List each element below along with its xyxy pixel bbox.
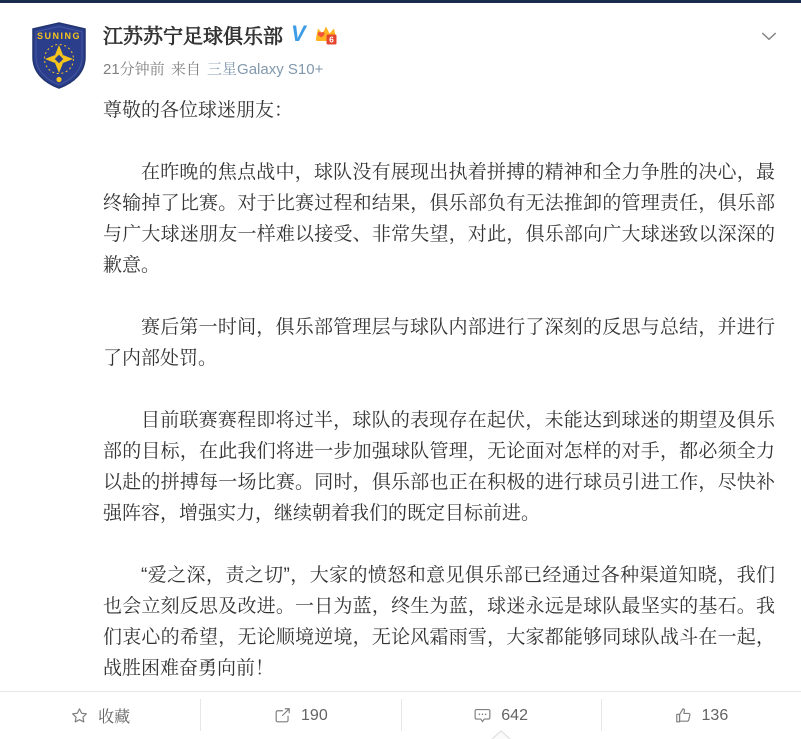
post-paragraph: 赛后第一时间，俱乐部管理层与球队内部进行了深刻的反思与总结，并进行了内部处罚。	[103, 317, 775, 369]
chevron-down-icon[interactable]	[758, 30, 780, 43]
star-icon	[70, 706, 89, 725]
like-button[interactable]	[601, 692, 801, 739]
post-header	[0, 3, 801, 95]
like-count: 136	[701, 706, 729, 724]
account-name[interactable]: 江苏苏宁足球俱乐部	[103, 25, 283, 48]
thumbs-up-icon	[674, 706, 693, 725]
post-greeting: 尊敬的各位球迷朋友：	[103, 100, 294, 121]
post-paragraph: 在昨晚的焦点战中，球队没有展现出执着拼搏的精神和全力争胜的决心，最终输掉了比赛。对于比赛过程和结果，俱乐部负有无法推卸的管理责任，俱乐部与广大球迷朋友一样难以接受、非常失望，对此，俱乐部向广大球迷致以深深的歉意。	[103, 162, 775, 276]
avatar-wordmark: SUNING	[36, 31, 82, 41]
post-paragraph: “爱之深，责之切”，大家的愤怒和意见俱乐部已经通过各种渠道知晓，我们也会立刻反思及改进。一日为蓝，终生为蓝，球迷永远是球队最坚实的基石。我们衷心的希望，无论顺境逆境，无论风霜雨雪，大家都能够同球队战斗在一起，战胜困难奋勇向前！	[103, 565, 775, 679]
comment-icon	[473, 706, 492, 725]
vip-crown-icon	[313, 24, 339, 46]
post-paragraph: 目前联赛赛程即将过半，球队的表现存在起伏，未能达到球迷的期望及俱乐部的目标，在此我们将进一步加强球队管理，无论面对怎样的对手，都必须全力以赴的拼搏每一场比赛。同时，俱乐部也正在积极的进行球员引进工作，尽快补强阵容，增强实力，继续朝着我们的既定目标前进。	[103, 410, 775, 524]
favorite-label: 收藏	[98, 709, 131, 726]
verified-badge-icon: V	[291, 21, 305, 46]
comment-count: 642	[501, 706, 528, 724]
repost-button[interactable]	[200, 692, 400, 739]
vip-level-number: 6	[328, 34, 334, 45]
action-bar	[0, 691, 801, 739]
repost-icon	[273, 706, 292, 725]
repost-count: 190	[301, 706, 328, 724]
comment-button[interactable]	[401, 692, 601, 739]
post-meta	[103, 58, 801, 79]
post-timestamp: 21分钟前	[103, 61, 165, 78]
favorite-button[interactable]	[0, 692, 200, 739]
avatar-club-crest[interactable]	[27, 22, 91, 90]
post-source-link[interactable]: 三星Galaxy S10+	[207, 61, 324, 78]
post-content	[103, 95, 775, 684]
meta-source-prefix: 来自	[170, 61, 201, 78]
comment-tab-caret	[491, 730, 511, 739]
